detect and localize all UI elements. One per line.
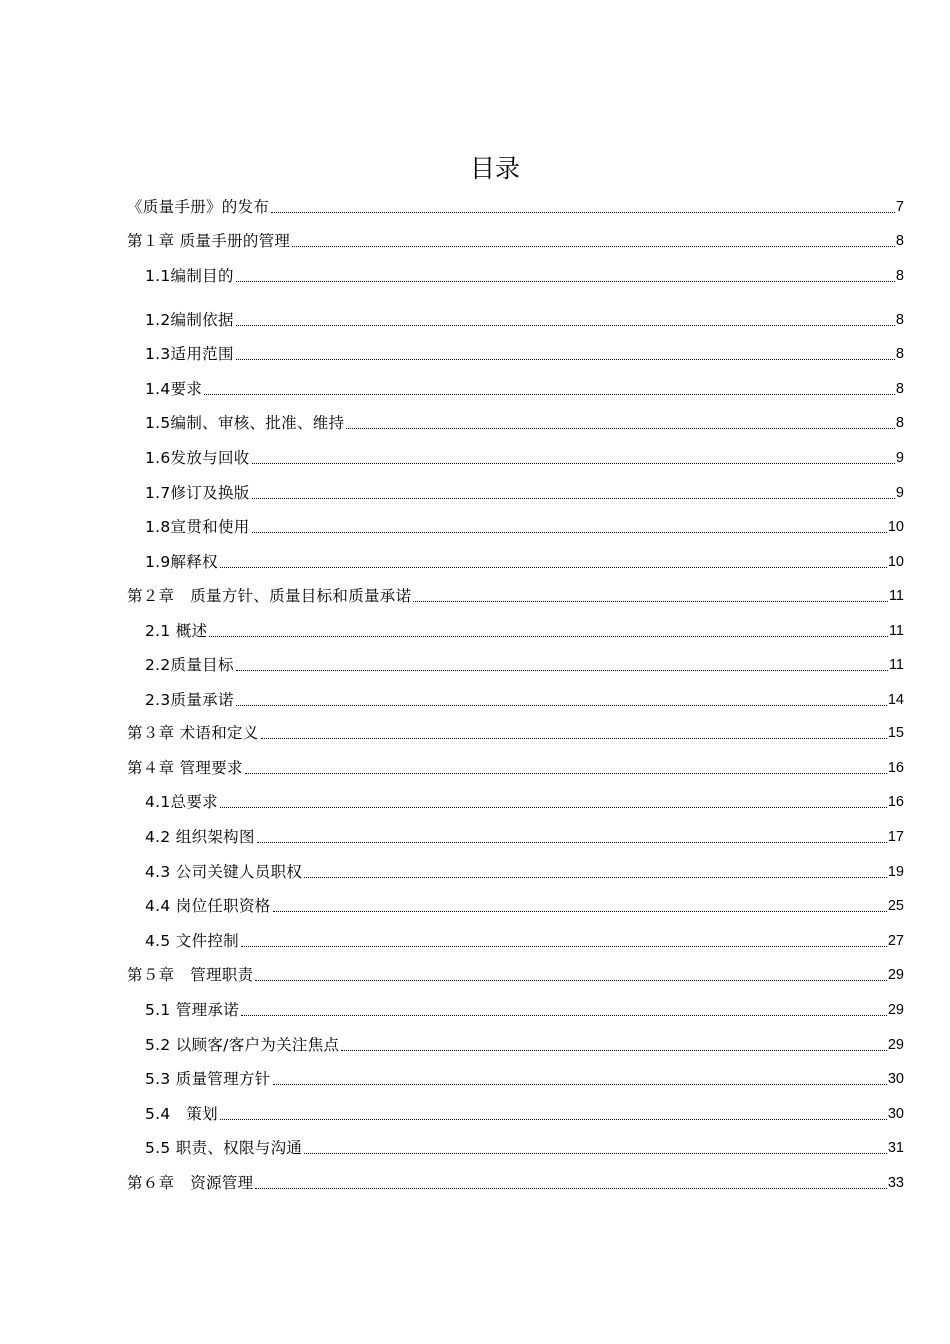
toc-page-number: 11 [888,588,904,604]
toc-page-number: 8 [895,233,904,249]
toc-entry-label: 1.9解释权 [145,553,218,571]
toc-dot-leader [209,636,888,637]
toc-dot-leader [220,567,887,568]
toc-page-number: 31 [887,1140,904,1156]
toc-entry-label: 《质量手册》的发布 [127,198,270,216]
page-title: 目录 [469,154,520,183]
toc-entry-label: 1.1编制目的 [145,267,234,285]
toc-dot-leader [273,911,887,912]
toc-entry-label: 1.3适用范围 [145,345,234,363]
toc-dot-leader [220,807,887,808]
toc-entry[interactable] [145,895,904,917]
toc-entry[interactable] [127,585,904,607]
toc-entry-label: 1.7修订及换版 [145,484,250,502]
toc-entry-label: 4.5 文件控制 [145,932,239,950]
toc-page-number: 8 [895,415,904,431]
toc-dot-leader [304,1153,887,1154]
toc-entry[interactable] [145,654,904,676]
toc-entry[interactable] [145,343,904,365]
toc-entry[interactable] [145,1034,904,1056]
toc-page-number: 30 [887,1106,904,1122]
toc-page-number: 9 [895,485,904,501]
toc-dot-leader [346,428,895,429]
toc-entry-label: 5.5 职责、权限与沟通 [145,1139,303,1157]
toc-entry-label: 第４章 管理要求 [127,759,243,777]
toc-entry[interactable] [145,826,904,848]
toc-entry[interactable] [127,964,904,986]
toc-entry-label: 1.5编制、审核、批准、维持 [145,414,345,432]
toc-dot-leader [271,212,895,213]
toc-entry[interactable] [145,1068,904,1090]
toc-entry[interactable] [145,1137,904,1159]
toc-dot-leader [236,325,895,326]
toc-page-number: 10 [887,554,904,570]
toc-entry[interactable] [145,791,904,813]
toc-entry[interactable] [145,689,904,711]
toc-entry[interactable] [145,447,904,469]
toc-entry[interactable] [127,196,904,218]
toc-page-number: 33 [887,1175,904,1191]
toc-entry[interactable] [145,412,904,434]
toc-dot-leader [236,670,888,671]
toc-page-number: 9 [895,450,904,466]
toc-page-number: 16 [887,760,904,776]
toc-entry-label: 5.3 质量管理方针 [145,1070,271,1088]
toc-entry[interactable] [145,999,904,1021]
toc-dot-leader [236,359,895,360]
toc-dot-leader [245,773,887,774]
toc-page-number: 8 [895,381,904,397]
toc-dot-leader [413,601,888,602]
toc-page-number: 29 [887,1037,904,1053]
toc-dot-leader [236,281,895,282]
toc-dot-leader [236,705,887,706]
toc-dot-leader [252,498,895,499]
toc-page-number: 7 [895,199,904,215]
toc-page-number: 16 [887,794,904,810]
toc-entry-label: 5.2 以顾客/客户为关注焦点 [145,1036,340,1054]
toc-page-number: 8 [895,268,904,284]
toc-entry[interactable] [145,930,904,952]
toc-entry[interactable] [145,551,904,573]
toc-page-number: 8 [895,346,904,362]
toc-entry[interactable] [145,1103,904,1125]
toc-page-number: 17 [887,829,904,845]
toc-dot-leader [241,946,887,947]
toc-entry-label: 2.2质量目标 [145,656,234,674]
toc-dot-leader [257,842,887,843]
toc-page-number: 15 [887,725,904,741]
toc-entry[interactable] [145,309,904,331]
toc-entry[interactable] [145,482,904,504]
toc-page-number: 8 [895,312,904,328]
toc-entry-label: 5.4 策划 [145,1105,218,1123]
toc-entry[interactable] [145,516,904,538]
toc-entry-label: 4.4 岗位任职资格 [145,897,271,915]
toc-dot-leader [252,532,887,533]
toc-dot-leader [241,1015,887,1016]
toc-dot-leader [304,877,887,878]
toc-entry[interactable] [145,620,904,642]
toc-entry-label: 2.3质量承诺 [145,691,234,709]
toc-page-number: 30 [887,1071,904,1087]
toc-page-number: 25 [887,898,904,914]
toc-entry-label: 1.4要求 [145,380,203,398]
toc-entry-label: 1.6发放与回收 [145,449,250,467]
toc-dot-leader [292,246,895,247]
toc-dot-leader [255,1188,886,1189]
toc-entry-label: 第５章 管理职责 [127,966,254,984]
toc-dot-leader [255,980,886,981]
toc-entry-label: 第３章 术语和定义 [127,724,259,742]
toc-entry[interactable] [145,378,904,400]
toc-entry[interactable] [127,1172,904,1194]
toc-dot-leader [252,463,895,464]
toc-entry[interactable] [127,230,904,252]
toc-dot-leader [204,394,895,395]
toc-dot-leader [261,738,887,739]
toc-entry[interactable] [145,265,904,287]
toc-entry-label: 第２章 质量方针、质量目标和质量承诺 [127,587,412,605]
toc-entry-label: 4.2 组织架构图 [145,828,255,846]
toc-page-number: 14 [887,692,904,708]
toc-page-number: 10 [887,519,904,535]
toc-entry-label: 4.3 公司关键人员职权 [145,863,303,881]
toc-page-number: 27 [887,933,904,949]
toc-entry-label: 1.8宣贯和使用 [145,518,250,536]
toc-entry-label: 4.1总要求 [145,793,218,811]
toc-entry-label: 第６章 资源管理 [127,1174,254,1192]
toc-entry-label: 第１章 质量手册的管理 [127,232,291,250]
toc-entry-label: 2.1 概述 [145,622,208,640]
toc-page-number: 11 [888,657,904,673]
toc-dot-leader [273,1084,887,1085]
toc-entry-label: 1.2编制依据 [145,311,234,329]
toc-entry[interactable] [145,861,904,883]
toc-dot-leader [341,1050,887,1051]
toc-page-number: 19 [887,864,904,880]
toc-entry[interactable] [127,757,904,779]
toc-dot-leader [220,1119,887,1120]
toc-entry[interactable] [127,722,904,744]
toc-page-number: 29 [887,967,904,983]
toc-entry-label: 5.1 管理承诺 [145,1001,239,1019]
toc-page-number: 29 [887,1002,904,1018]
toc-page-number: 11 [888,623,904,639]
